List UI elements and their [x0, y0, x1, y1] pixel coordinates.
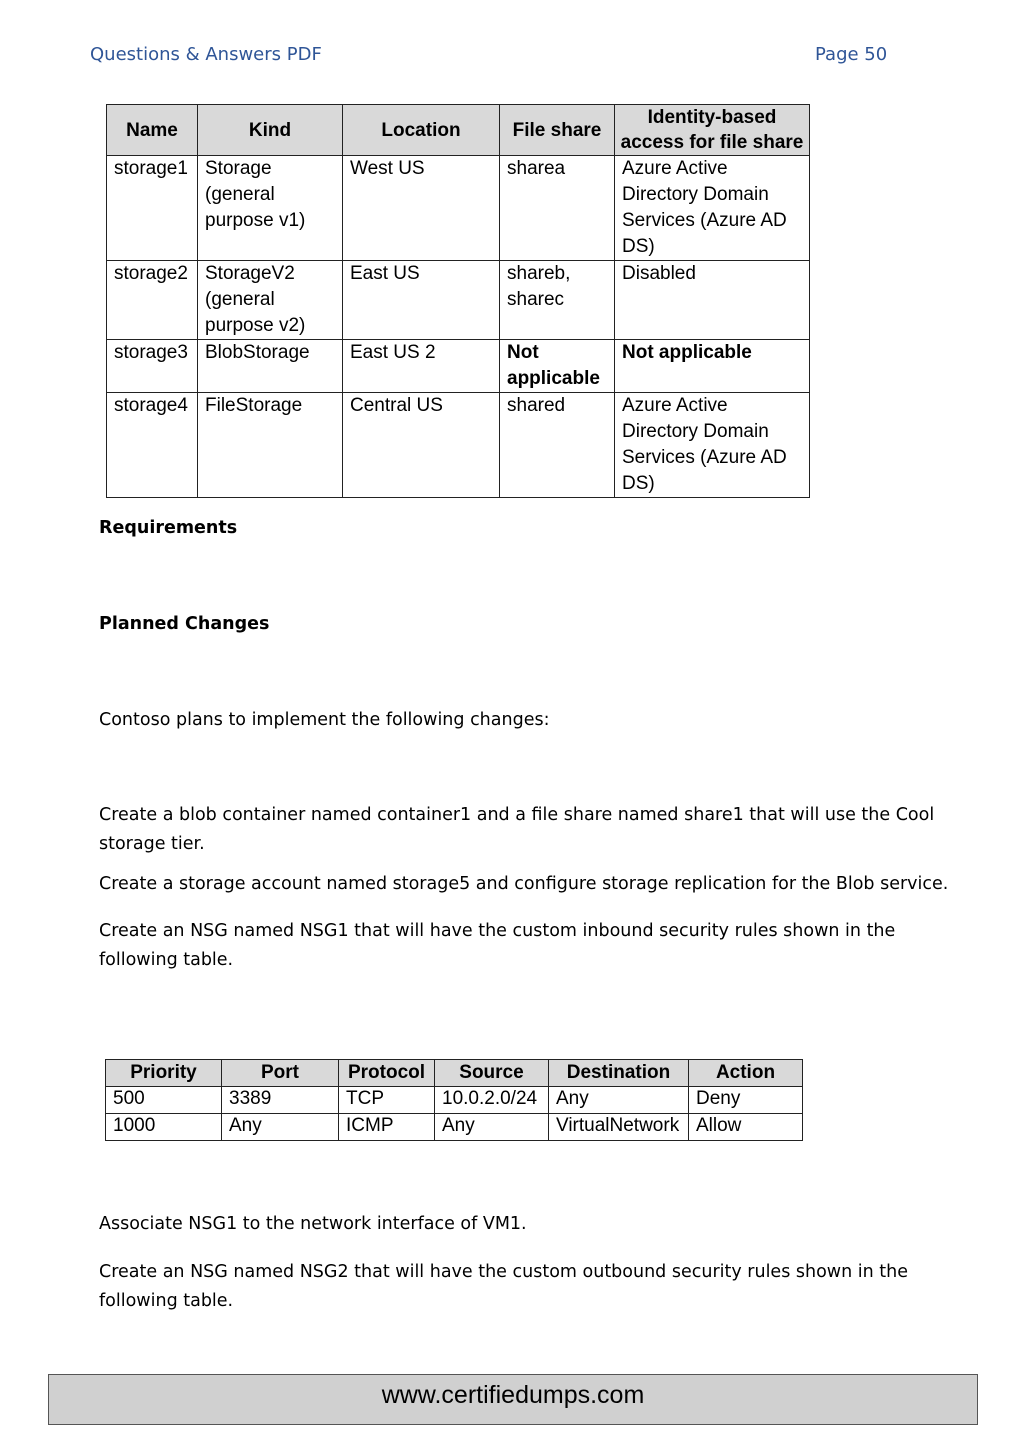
table-cell: East US	[343, 261, 500, 340]
table-cell: 10.0.2.0/24	[435, 1087, 549, 1114]
column-header: Source	[435, 1060, 549, 1087]
column-header: Priority	[106, 1060, 222, 1087]
table-cell: TCP	[339, 1087, 435, 1114]
table-cell: 1000	[106, 1114, 222, 1141]
table-cell: Storage (general purpose v1)	[198, 156, 343, 261]
column-header: Name	[107, 105, 198, 156]
table-cell: storage4	[107, 393, 198, 498]
table-cell: Central US	[343, 393, 500, 498]
table-cell: Not applicable	[615, 340, 810, 393]
table-cell: Allow	[689, 1114, 803, 1141]
table-cell: BlobStorage	[198, 340, 343, 393]
table-row	[107, 340, 810, 393]
table-cell: StorageV2 (general purpose v2)	[198, 261, 343, 340]
nsg1-rules-table	[105, 1059, 803, 1141]
paragraph: Create an NSG named NSG1 that will have the custom inbound security rules shown in the following table.	[99, 921, 896, 970]
footer-banner	[48, 1374, 978, 1425]
table-cell: Any	[222, 1114, 339, 1141]
table-cell: Azure Active Directory Domain Services (Azure AD DS)	[615, 156, 810, 261]
table-cell: ICMP	[339, 1114, 435, 1141]
footer-url[interactable]: www.certifiedumps.com	[381, 1381, 645, 1409]
table-cell: 3389	[222, 1087, 339, 1114]
paragraph: Create a storage account named storage5 and configure storage replication for the Blob service.	[99, 874, 949, 894]
planned-changes-heading: Planned Changes	[99, 614, 270, 634]
table-row	[106, 1087, 803, 1114]
table-row	[107, 393, 810, 498]
paragraph: Create an NSG named NSG2 that will have the custom outbound security rules shown in the following table.	[99, 1262, 908, 1311]
table-cell: Any	[549, 1087, 689, 1114]
table-header-row	[107, 105, 810, 156]
table-cell: shareb, sharec	[500, 261, 615, 340]
table-cell: VirtualNetwork	[549, 1114, 689, 1141]
table-cell: storage2	[107, 261, 198, 340]
storage-accounts-table	[106, 104, 810, 498]
table-cell: East US 2	[343, 340, 500, 393]
column-header: Port	[222, 1060, 339, 1087]
column-header: Identity-based access for file share	[615, 105, 810, 156]
column-header: Location	[343, 105, 500, 156]
column-header: Action	[689, 1060, 803, 1087]
column-header: Kind	[198, 105, 343, 156]
page-number: Page 50	[815, 44, 888, 65]
table-row	[107, 261, 810, 340]
table-cell: shared	[500, 393, 615, 498]
table-cell: sharea	[500, 156, 615, 261]
table-header-row	[106, 1060, 803, 1087]
header-title: Questions & Answers PDF	[90, 44, 322, 65]
table-cell: FileStorage	[198, 393, 343, 498]
table-cell: storage1	[107, 156, 198, 261]
table-cell: Disabled	[615, 261, 810, 340]
paragraph: Associate NSG1 to the network interface of VM1.	[99, 1214, 527, 1234]
table-cell: Any	[435, 1114, 549, 1141]
column-header: File share	[500, 105, 615, 156]
column-header: Protocol	[339, 1060, 435, 1087]
table-cell: Not applicable	[500, 340, 615, 393]
table-cell: Azure Active Directory Domain Services (Azure AD DS)	[615, 393, 810, 498]
table-cell: 500	[106, 1087, 222, 1114]
table-row	[106, 1114, 803, 1141]
table-cell: storage3	[107, 340, 198, 393]
table-row	[107, 156, 810, 261]
requirements-heading: Requirements	[99, 518, 238, 538]
table-cell: Deny	[689, 1087, 803, 1114]
table-cell: West US	[343, 156, 500, 261]
intro-paragraph: Contoso plans to implement the following changes:	[99, 710, 550, 730]
paragraph: Create a blob container named container1 and a file share named share1 that will use the Cool storage tier.	[99, 805, 935, 854]
column-header: Destination	[549, 1060, 689, 1087]
